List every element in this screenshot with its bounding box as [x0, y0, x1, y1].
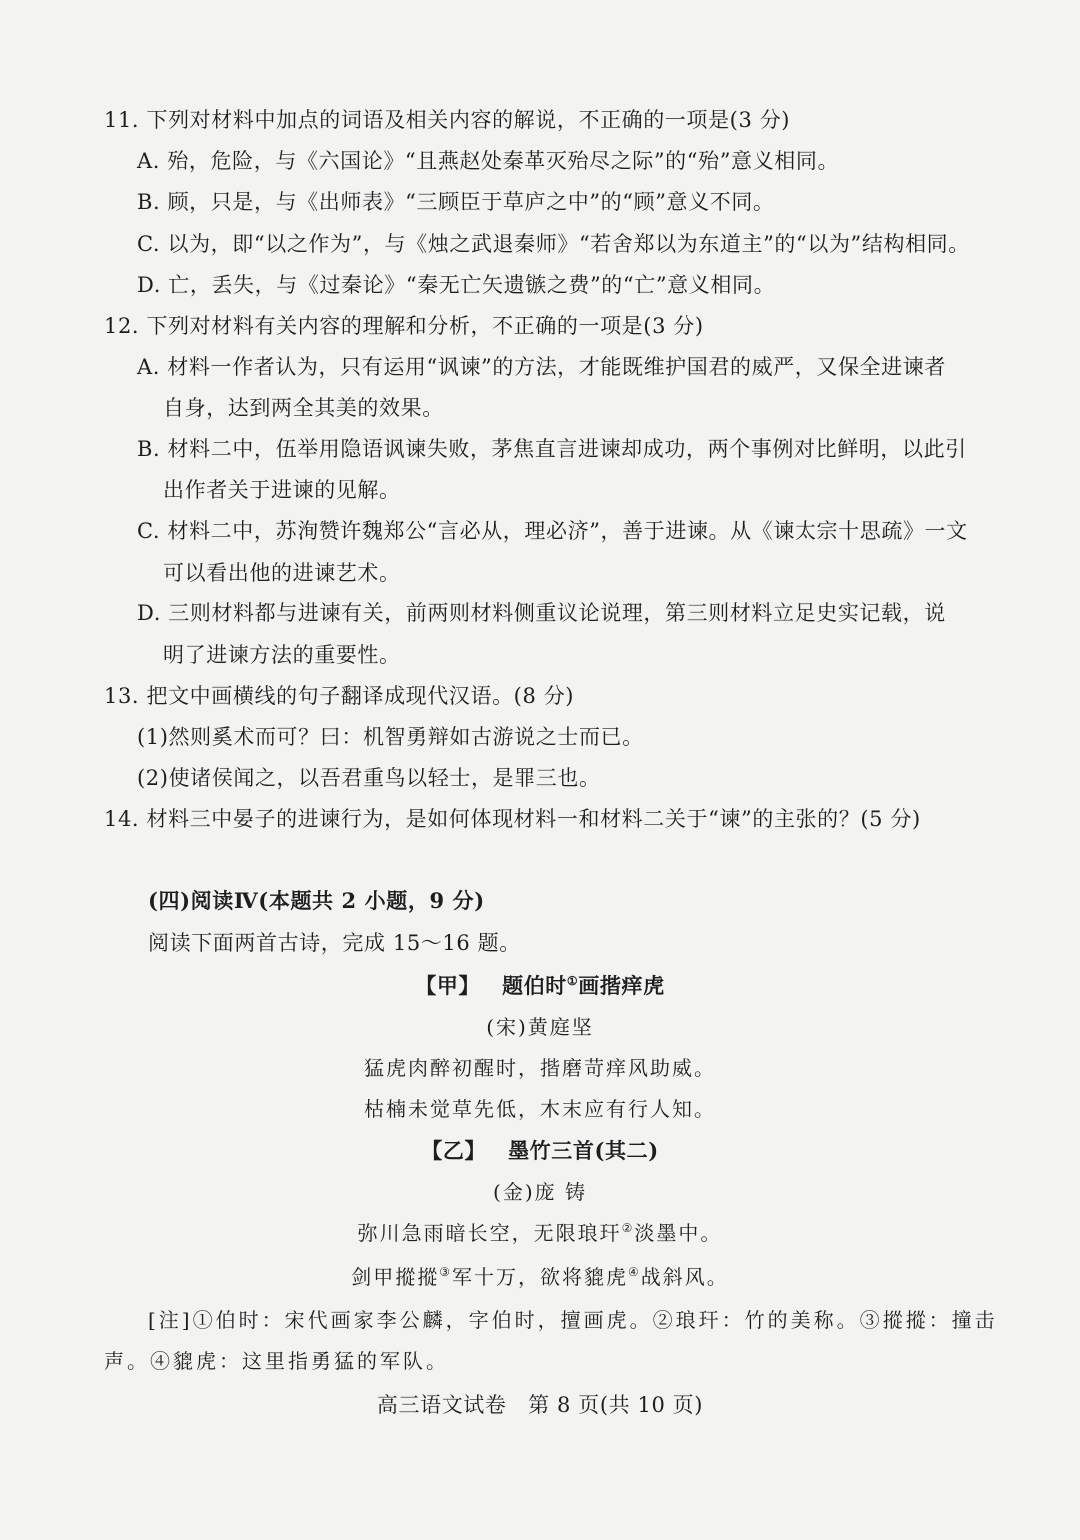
- question-13-sentence-1: (1)然则奚术而可？曰：机智勇辩如古游说之士而已。: [137, 725, 644, 749]
- question-12-option-a: A. 材料一作者认为，只有运用“讽谏”的方法，才能既维护国君的威严，又保全进谏者: [137, 355, 946, 379]
- footnote-marker-3: ③: [439, 1265, 452, 1279]
- poem-b-line-1: [0, 1218, 1080, 1248]
- question-12-option-b-cont: 出作者关于进谏的见解。: [163, 478, 401, 502]
- question-13-sentence-2: (2)使诸侯闻之，以吾君重鸟以轻士，是罪三也。: [137, 766, 601, 790]
- poem-b-line-1-post: 淡墨中。: [634, 1221, 723, 1245]
- poem-b-title-text: 墨竹三首(其二): [508, 1138, 659, 1163]
- page-footer: 高三语文试卷 第 8 页(共 10 页): [376, 1393, 704, 1417]
- poem-a-title-post: 画揩痒虎: [578, 973, 665, 998]
- poem-b-line-2-mid: 军十万，欲将貔虎: [452, 1265, 628, 1289]
- footnote-marker-4: ④: [628, 1265, 641, 1279]
- poem-a-line-2: 枯楠未觉草先低，木末应有行人知。: [364, 1097, 716, 1121]
- question-12-option-d: D. 三则材料都与进谏有关，前两则材料侧重议论说理，第三则材料立足史实记载，说: [137, 601, 946, 625]
- poem-b-line-2: [0, 1262, 1080, 1292]
- question-11-option-d: D. 亡，丢失，与《过秦论》“秦无亡矢遗镞之费”的“亡”意义相同。: [137, 273, 776, 297]
- question-12-option-c: C. 材料二中，苏洵赞许魏郑公“言必从，理必济”，善于进谏。从《谏太宗十思疏》一文: [137, 519, 968, 543]
- question-13-stem: 13. 把文中画横线的句子翻译成现代汉语。(8 分): [104, 684, 575, 708]
- annotation-line-1: [注]①伯时：宋代画家李公麟，字伯时，擅画虎。②琅玕：竹的美称。③摐摐：撞击: [148, 1308, 998, 1332]
- poem-a-title: [0, 971, 1080, 1001]
- footnote-marker-2: ②: [621, 1221, 635, 1235]
- poem-b-line-2-pre: 剑甲摐摐: [351, 1265, 440, 1289]
- poem-a-title-pre: 题伯时: [502, 973, 567, 998]
- footnote-marker-1: ①: [566, 974, 579, 988]
- poem-a-tag: 【甲】: [415, 973, 481, 998]
- poem-b-line-2-post: 战斜风。: [640, 1265, 729, 1289]
- question-11-option-a: A. 殆，危险，与《六国论》“且燕赵处秦革灭殆尽之际”的“殆”意义相同。: [137, 149, 840, 173]
- poem-b-author: (金)庞 铸: [493, 1180, 587, 1204]
- question-12-option-d-cont: 明了进谏方法的重要性。: [163, 643, 401, 667]
- poem-a-line-1: 猛虎肉醉初醒时，揩磨苛痒风助威。: [364, 1056, 716, 1080]
- question-11-stem: 11. 下列对材料中加点的词语及相关内容的解说，不正确的一项是(3 分): [104, 108, 791, 132]
- question-12-option-b: B. 材料二中，伍举用隐语讽谏失败，茅焦直言进谏却成功，两个事例对比鲜明，以此引: [137, 437, 967, 461]
- annotation-line-2: 声。④貔虎：这里指勇猛的军队。: [104, 1349, 449, 1373]
- section-instruction: 阅读下面两首古诗，完成 15～16 题。: [148, 931, 521, 955]
- poem-b-title: [0, 1136, 1080, 1166]
- question-12-option-a-cont: 自身，达到两全其美的效果。: [163, 396, 444, 420]
- poem-a-author: (宋)黄庭坚: [486, 1015, 594, 1039]
- question-11-option-c: C. 以为，即“以之作为”，与《烛之武退秦师》“若舍郑以为东道主”的“以为”结构相同。: [137, 232, 970, 256]
- question-12-option-c-cont: 可以看出他的进谏艺术。: [163, 561, 401, 585]
- question-11-option-b: B. 顾，只是，与《出师表》“三顾臣于草庐之中”的“顾”意义不同。: [137, 190, 775, 214]
- question-12-stem: 12. 下列对材料有关内容的理解和分析，不正确的一项是(3 分): [104, 314, 704, 338]
- poem-a-title-text: [502, 973, 665, 998]
- section-heading: (四)阅读Ⅳ(本题共 2 小题，9 分): [148, 888, 485, 913]
- poem-b-line-1-pre: 弥川急雨暗长空，无限琅玕: [357, 1221, 622, 1245]
- question-14-stem: 14. 材料三中晏子的进谏行为，是如何体现材料一和材料二关于“谏”的主张的？(5 分): [104, 807, 921, 831]
- poem-b-tag: 【乙】: [421, 1138, 487, 1163]
